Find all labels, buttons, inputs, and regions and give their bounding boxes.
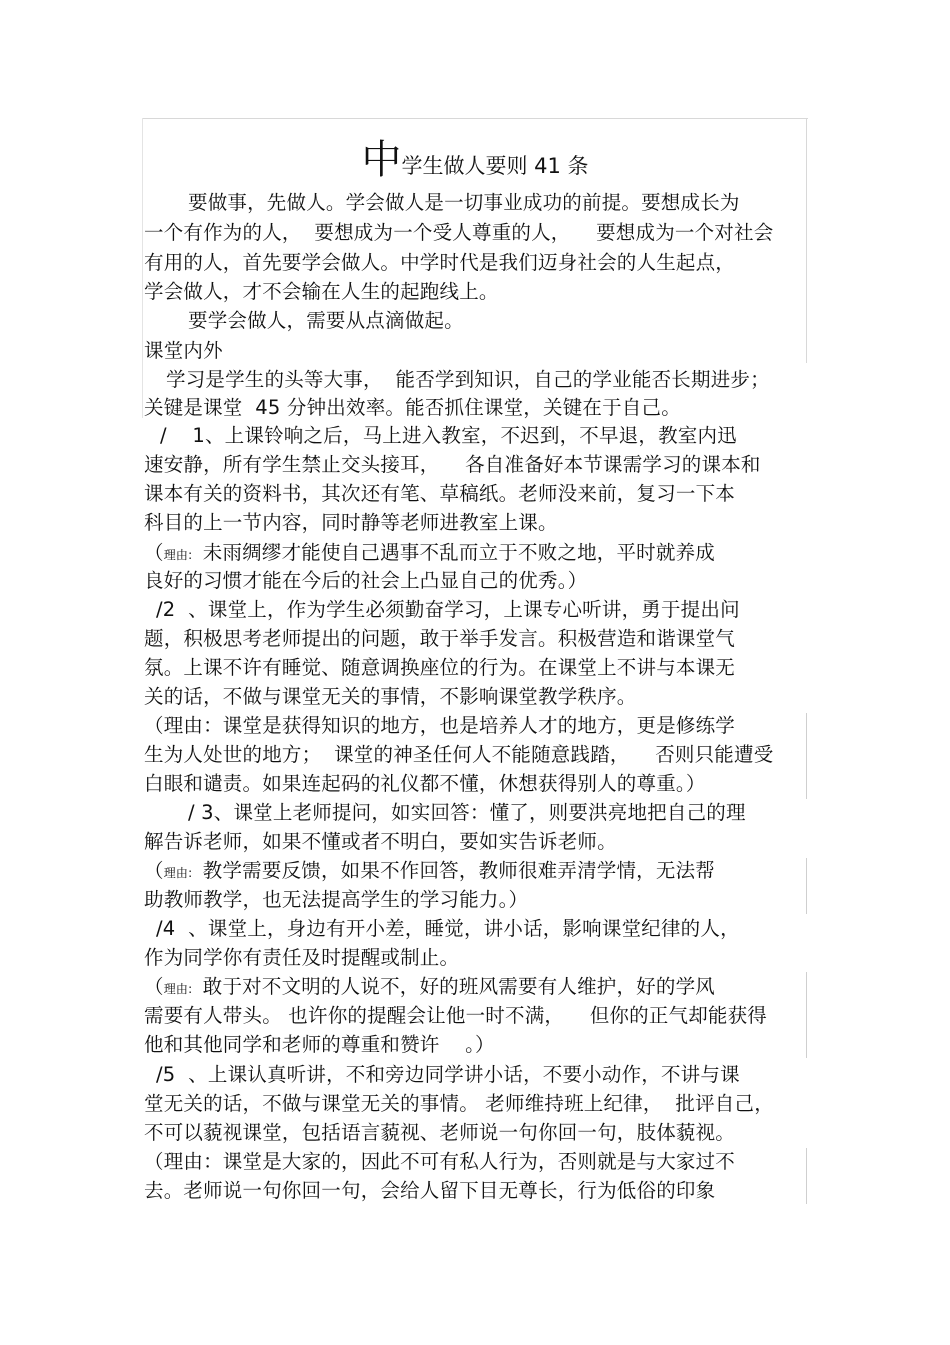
line-text: 课本有关的资料书，其次还有笔、草稿纸。老师没来前，复习一下本 (144, 482, 736, 505)
text-line-r5-2 (144, 1089, 774, 1118)
line-text: /5 、上课认真听讲，不和旁边同学讲小话，不要小动作，不讲与课 (156, 1063, 740, 1086)
line-text: /4 、课堂上，身边有开小差，睡觉，讲小话，影响课堂纪律的人， (156, 917, 740, 940)
text-line-r2-7 (144, 769, 706, 798)
line-text: 课堂内外 (144, 339, 223, 362)
line-text: / 3、课堂上老师提问，如实回答：懂了，则要洪亮地把自己的理 (188, 801, 746, 824)
paren-open: （ (144, 859, 164, 882)
line-text: 要学会做人，需要从点滴做起。 (188, 309, 464, 332)
title-text: 学生做人要则 41 条 (401, 154, 589, 178)
line-text: 助教师教学，也无法提高学生的学习能力。） (144, 888, 529, 911)
text-line-intro-5 (188, 306, 464, 335)
text-line-r2-2 (144, 624, 735, 653)
line-text: 关的话，不做与课堂无关的事情，不影响课堂教学秩序。 (144, 685, 637, 708)
text-line-r3-2 (144, 827, 617, 856)
text-line-intro-4 (144, 277, 499, 306)
text-line-r3-1 (188, 798, 746, 827)
page-frame-top (142, 118, 808, 119)
text-line-r2-1 (156, 595, 740, 624)
line-text: /2 、课堂上，作为学生必须勤奋学习，上课专心听讲，勇于提出问 (156, 598, 740, 621)
line-text: 生为人处世的地方； 课堂的神圣任何人不能随意践踏， 否则只能遭受 (144, 743, 774, 766)
text-line-section (144, 336, 223, 365)
line-text: 有用的人，首先要学会做人。中学时代是我们迈身社会的人生起点， (144, 251, 736, 274)
line-text: 白眼和谴责。如果连起码的礼仪都不懂，休想获得别人的尊重。） (144, 772, 706, 795)
text-line-r5-1 (156, 1060, 740, 1089)
text-line-r2-6 (144, 740, 773, 769)
text-line-r1-4 (144, 508, 558, 537)
line-text: 科目的上一节内容，同时静等老师进教室上课。 (144, 511, 558, 534)
text-line-r1-3 (144, 479, 735, 508)
text-line-intro-3 (144, 248, 735, 277)
reason-label: 理由: (163, 866, 197, 880)
text-line-r4-2 (144, 943, 459, 972)
line-text: / 1、上课铃响之后，马上进入教室，不迟到，不早退，教室内迅 (160, 424, 737, 447)
line-text: 氛。上课不许有睡觉、随意调换座位的行为。在课堂上不讲与本课无 (144, 656, 736, 679)
text-line-r4-5 (144, 1030, 495, 1059)
text-line-r3-4 (144, 885, 528, 914)
line-text: 去。老师说一句你回一句，会给人留下目无尊长，行为低俗的印象 (144, 1179, 716, 1202)
text-line-intro-1 (188, 188, 740, 217)
margin-mark (806, 972, 807, 1058)
text-line-r5-5 (144, 1176, 715, 1205)
text-line-r2-3 (144, 653, 735, 682)
margin-mark (806, 858, 807, 914)
reason-label: 理由: (163, 548, 197, 562)
line-text: 学习是学生的头等大事， 能否学到知识，自己的学业能否长期进步； (166, 368, 770, 391)
text-line-r5-3 (144, 1118, 735, 1147)
title-large-char: 中 (361, 137, 402, 183)
line-text: 未雨绸缪才能使自己遇事不乱而立于不败之地，平时就养成 (196, 541, 715, 564)
margin-mark (806, 713, 807, 799)
text-line-r1-6 (144, 566, 587, 595)
line-text: 要做事，先做人。学会做人是一切事业成功的前提。要想成长为 (188, 191, 740, 214)
line-text: 学会做人，才不会输在人生的起跑线上。 (144, 280, 499, 303)
text-line-intro-2 (144, 218, 773, 247)
document-title (0, 137, 950, 183)
line-text: （理由：课堂是获得知识的地方，也是培养人才的地方，更是修练学 (144, 714, 736, 737)
line-text: 堂无关的话，不做与课堂无关的事情。 老师维持班上纪律， 批评自己， (144, 1092, 774, 1115)
line-text: 题，积极思考老师提出的问题，敢于举手发言。积极营造和谐课堂气 (144, 627, 736, 650)
paren-open: （ (144, 541, 164, 564)
text-line-r5-4 (144, 1147, 735, 1176)
text-line-r4-3 (144, 972, 715, 1004)
line-text: 需要有人带头。 也许你的提醒会让他一时不满， 但你的正气却能获得 (144, 1004, 767, 1027)
line-text: 不可以藐视课堂，包括语言藐视、老师说一句你回一句，肢体藐视。 (144, 1121, 736, 1144)
text-line-s-1 (166, 365, 770, 394)
paren-open: （ (144, 975, 164, 998)
text-line-r4-1 (156, 914, 740, 943)
text-line-r3-3 (144, 856, 715, 888)
line-text: 作为同学你有责任及时提醒或制止。 (144, 946, 460, 969)
line-text: 他和其他同学和老师的尊重和赞许 。） (144, 1033, 495, 1056)
line-text: 速安静，所有学生禁止交头接耳， 各自准备好本节课需学习的课本和 (144, 453, 761, 476)
text-line-s-2 (144, 393, 681, 422)
line-text: 解告诉老师，如果不懂或者不明白，要如实告诉老师。 (144, 830, 617, 853)
text-line-r2-5 (144, 711, 735, 740)
text-line-r4-4 (144, 1001, 767, 1030)
text-line-r1-1 (160, 421, 737, 450)
text-line-r1-2 (144, 450, 761, 479)
line-text: 敢于对不文明的人说不，好的班风需要有人维护，好的学风 (196, 975, 715, 998)
reason-label: 理由: (163, 982, 197, 996)
line-text: （理由：课堂是大家的，因此不可有私人行为，否则就是与大家过不 (144, 1150, 736, 1173)
line-text: 一个有作为的人， 要想成为一个受人尊重的人， 要想成为一个对社会 (144, 221, 774, 244)
margin-mark (806, 1148, 807, 1204)
line-text: 关键是课堂 45 分钟出效率。能否抓住课堂，关键在于自己。 (144, 396, 681, 419)
line-text: 良好的习惯才能在今后的社会上凸显自己的优秀。） (144, 569, 588, 592)
line-text: 教学需要反馈，如果不作回答，教师很难弄清学情，无法帮 (196, 859, 715, 882)
text-line-r2-4 (144, 682, 637, 711)
